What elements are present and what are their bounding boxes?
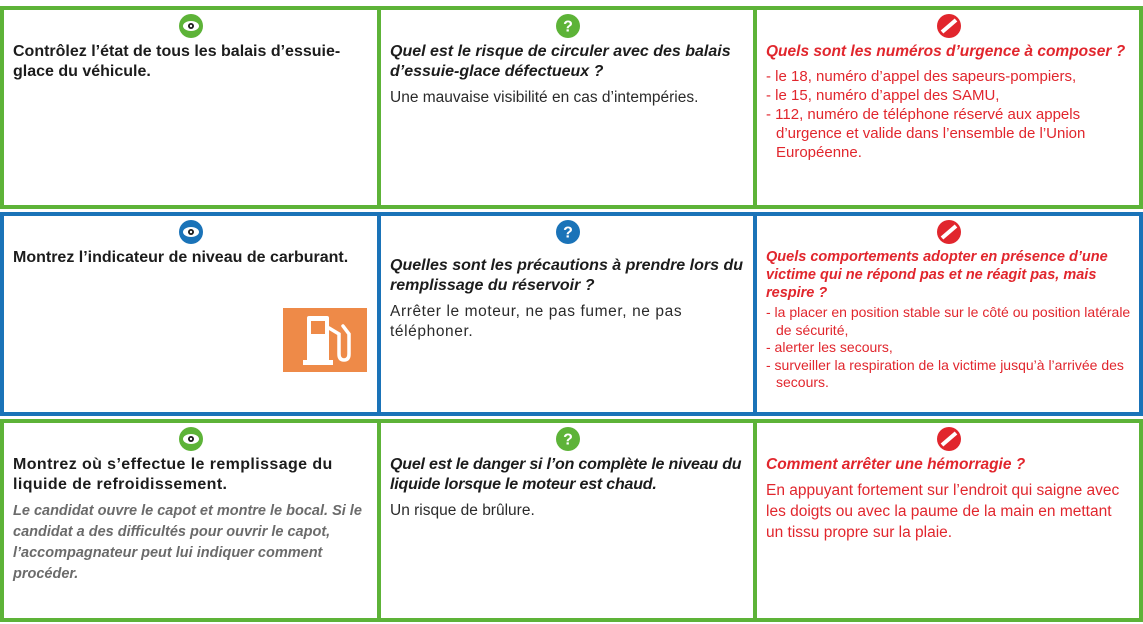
check-instruction: Contrôlez l’état de tous les balais d’essuie-glace du véhicule. (13, 43, 341, 80)
svg-text:?: ? (562, 431, 573, 449)
question-cell (381, 10, 757, 205)
safety-question: Comment arrêter une hémorragie ? (766, 456, 1026, 473)
eye-icon (179, 427, 203, 451)
no-entry-icon (936, 426, 962, 452)
card-row-3 (0, 419, 1143, 622)
question-icon (556, 427, 580, 451)
eye-icon (179, 220, 203, 244)
question-answer: Arrêter le moteur, ne pas fumer, ne pas téléphoner. (390, 303, 683, 340)
question-text: Quel est le risque de circuler avec des balais d’essuie-glace défectueux ? (390, 43, 731, 80)
question-text: Quel est le danger si l’on complète le niveau du liquide lorsque le moteur est chaud. (390, 456, 742, 493)
check-instruction: Montrez où s’effectue le remplissage du liquide de refroidissement. (13, 456, 333, 493)
question-icon (556, 220, 580, 244)
check-cell (4, 423, 381, 618)
list-item: - surveiller la respiration de la victime jusqu’à l’arrivée des secours. (766, 356, 1124, 390)
safety-list (766, 67, 1131, 162)
list-item: - la placer en position stable sur le côté ou position latérale de sécurité, (766, 304, 1131, 338)
fuel-pump-icon (283, 308, 367, 372)
list-item: - alerter les secours, (766, 339, 893, 355)
safety-list (766, 304, 1131, 392)
check-cell (4, 10, 381, 205)
safety-question: Quels comportements adopter en présence d’une victime qui ne répond pas et ne réagit pas, mais respire ? (766, 249, 1108, 301)
no-entry-icon (936, 13, 962, 39)
check-note: Le candidat ouvre le capot et montre le bocal. Si le candidat a des difficultés pour ouvrir le capot, l’accompagnateur peut lui indiquer comment procéder. (13, 503, 362, 582)
question-text: Quelles sont les précautions à prendre lors du remplissage du réservoir ? (390, 257, 743, 294)
list-item: - le 18, numéro d’appel des sapeurs-pompiers, (766, 68, 1077, 85)
check-instruction: Montrez l’indicateur de niveau de carburant. (13, 249, 349, 266)
safety-answer: En appuyant fortement sur l’endroit qui saigne avec les doigts ou avec la paume de la main en mettant un tissu propre sur la plaie. (766, 482, 1120, 541)
card-row-2 (0, 212, 1143, 416)
safety-question: Quels sont les numéros d’urgence à composer ? (766, 43, 1126, 60)
safety-cell (757, 423, 1139, 618)
question-cell (381, 216, 757, 412)
check-cell (4, 216, 381, 412)
list-item: - 112, numéro de téléphone réservé aux appels d’urgence et valide dans l’ensemble de l’Union Européenne. (766, 106, 1086, 161)
question-answer: Un risque de brûlure. (390, 502, 535, 519)
svg-text:?: ? (562, 224, 573, 242)
card-row-1 (0, 6, 1143, 209)
eye-icon (179, 14, 203, 38)
question-cell (381, 423, 757, 618)
safety-cell (757, 10, 1139, 205)
safety-cell (757, 216, 1139, 412)
list-item: - le 15, numéro d’appel des SAMU, (766, 87, 1000, 104)
question-icon (556, 14, 580, 38)
question-answer: Une mauvaise visibilité en cas d’intempéries. (390, 89, 699, 106)
svg-text:?: ? (562, 18, 573, 36)
no-entry-icon (936, 219, 962, 245)
